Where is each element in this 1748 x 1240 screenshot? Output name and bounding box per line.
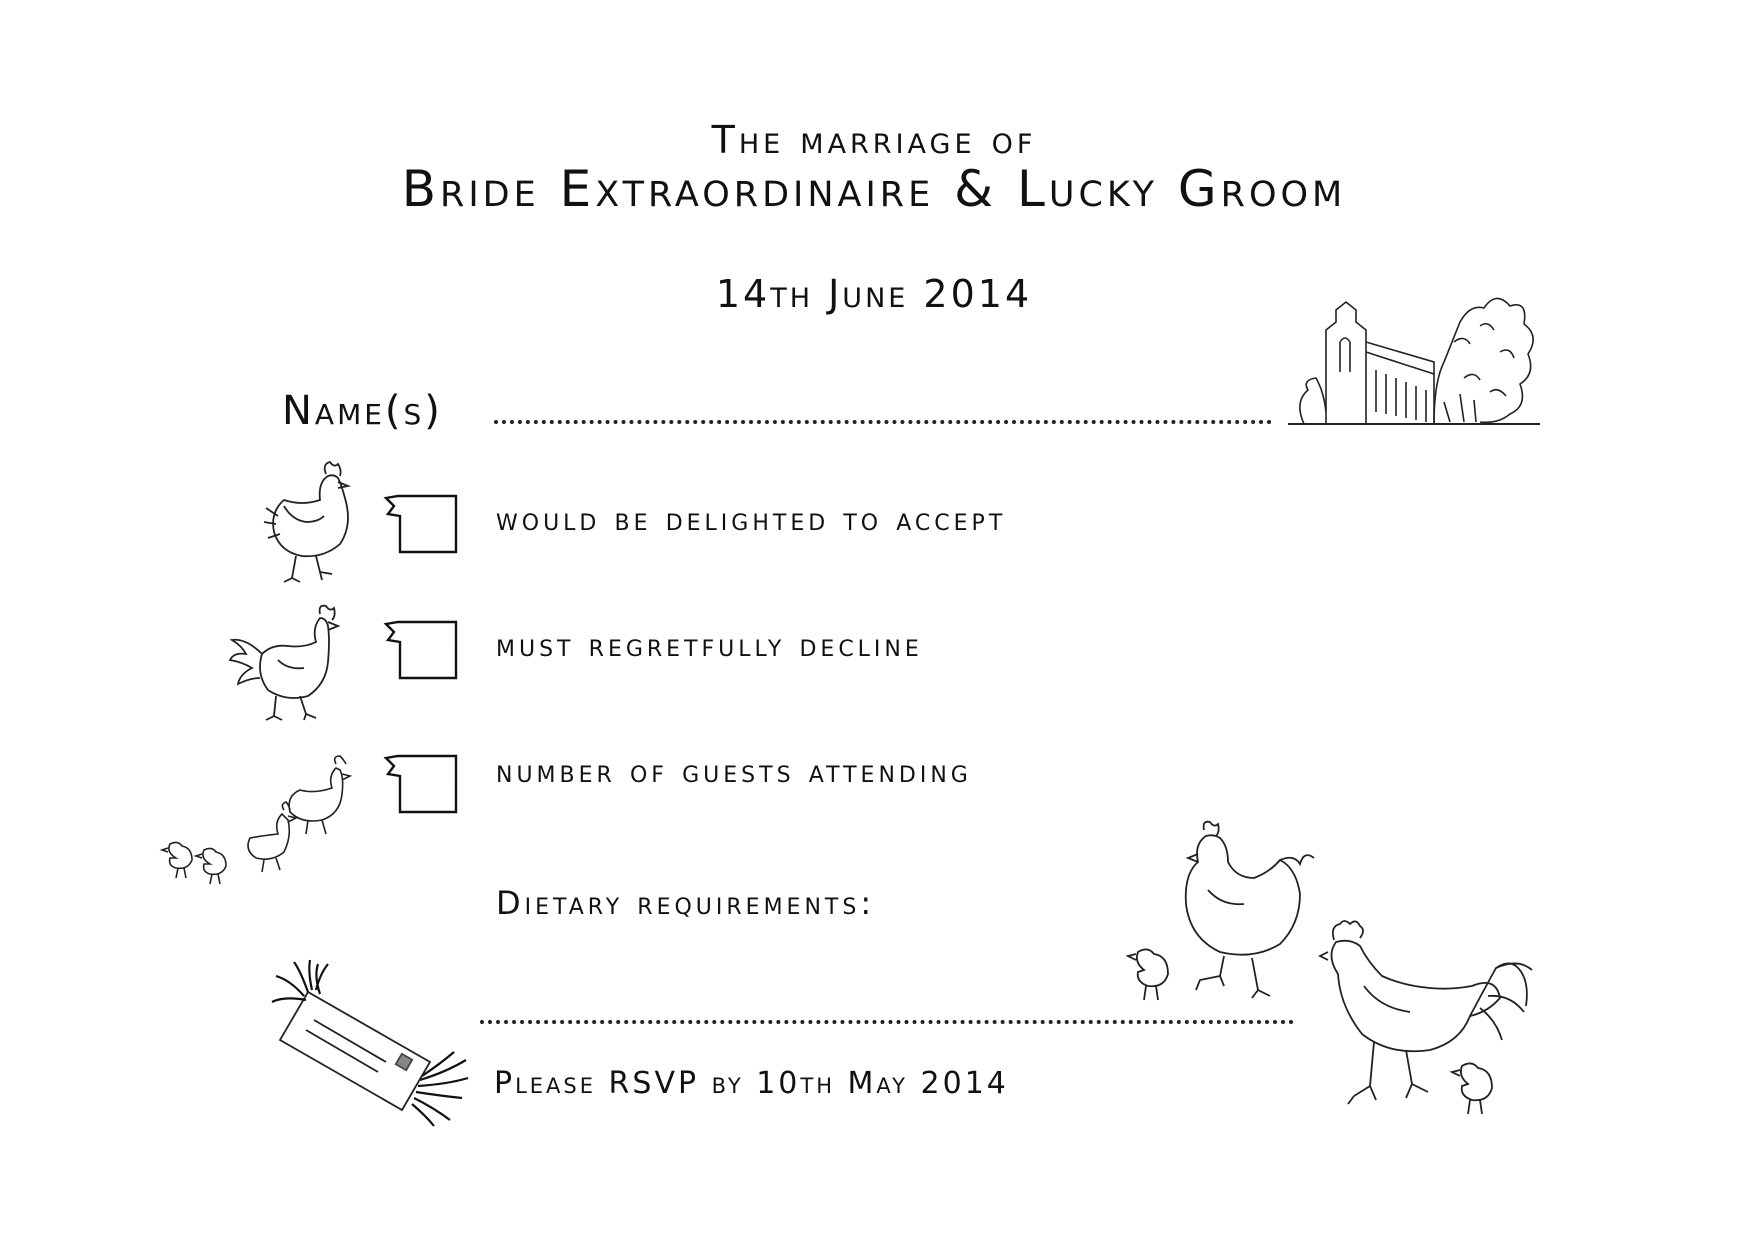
- guests-option-label: number of guests attending: [496, 752, 972, 790]
- dietary-field[interactable]: [480, 1020, 1294, 1024]
- hen-with-chick-drawing: [1124, 820, 1330, 1016]
- wedding-date: 14th June 2014: [715, 272, 1033, 316]
- guests-checkbox[interactable]: [384, 754, 458, 814]
- rooster-drawing: [228, 604, 348, 722]
- names-label: Name(s): [282, 388, 443, 434]
- church-drawing: [1284, 282, 1544, 432]
- hen-drawing: [262, 460, 366, 584]
- flying-envelope-drawing: [270, 960, 470, 1128]
- rsvp-deadline: Please RSVP by 10th May 2014: [494, 1066, 1009, 1101]
- accept-checkbox[interactable]: [384, 494, 458, 554]
- dietary-label: Dietary requirements:: [496, 884, 876, 922]
- decline-checkbox[interactable]: [384, 620, 458, 680]
- names-field[interactable]: [494, 420, 1272, 424]
- rooster-with-chick-drawing: [1320, 916, 1534, 1136]
- hen-and-chicks-drawing: [160, 754, 370, 896]
- couple-names: Bride Extraordinaire & Lucky Groom: [401, 160, 1347, 218]
- accept-option-label: would be delighted to accept: [496, 500, 1007, 538]
- decline-option-label: must regretfully decline: [496, 626, 923, 664]
- intro-line: The marriage of: [711, 118, 1037, 162]
